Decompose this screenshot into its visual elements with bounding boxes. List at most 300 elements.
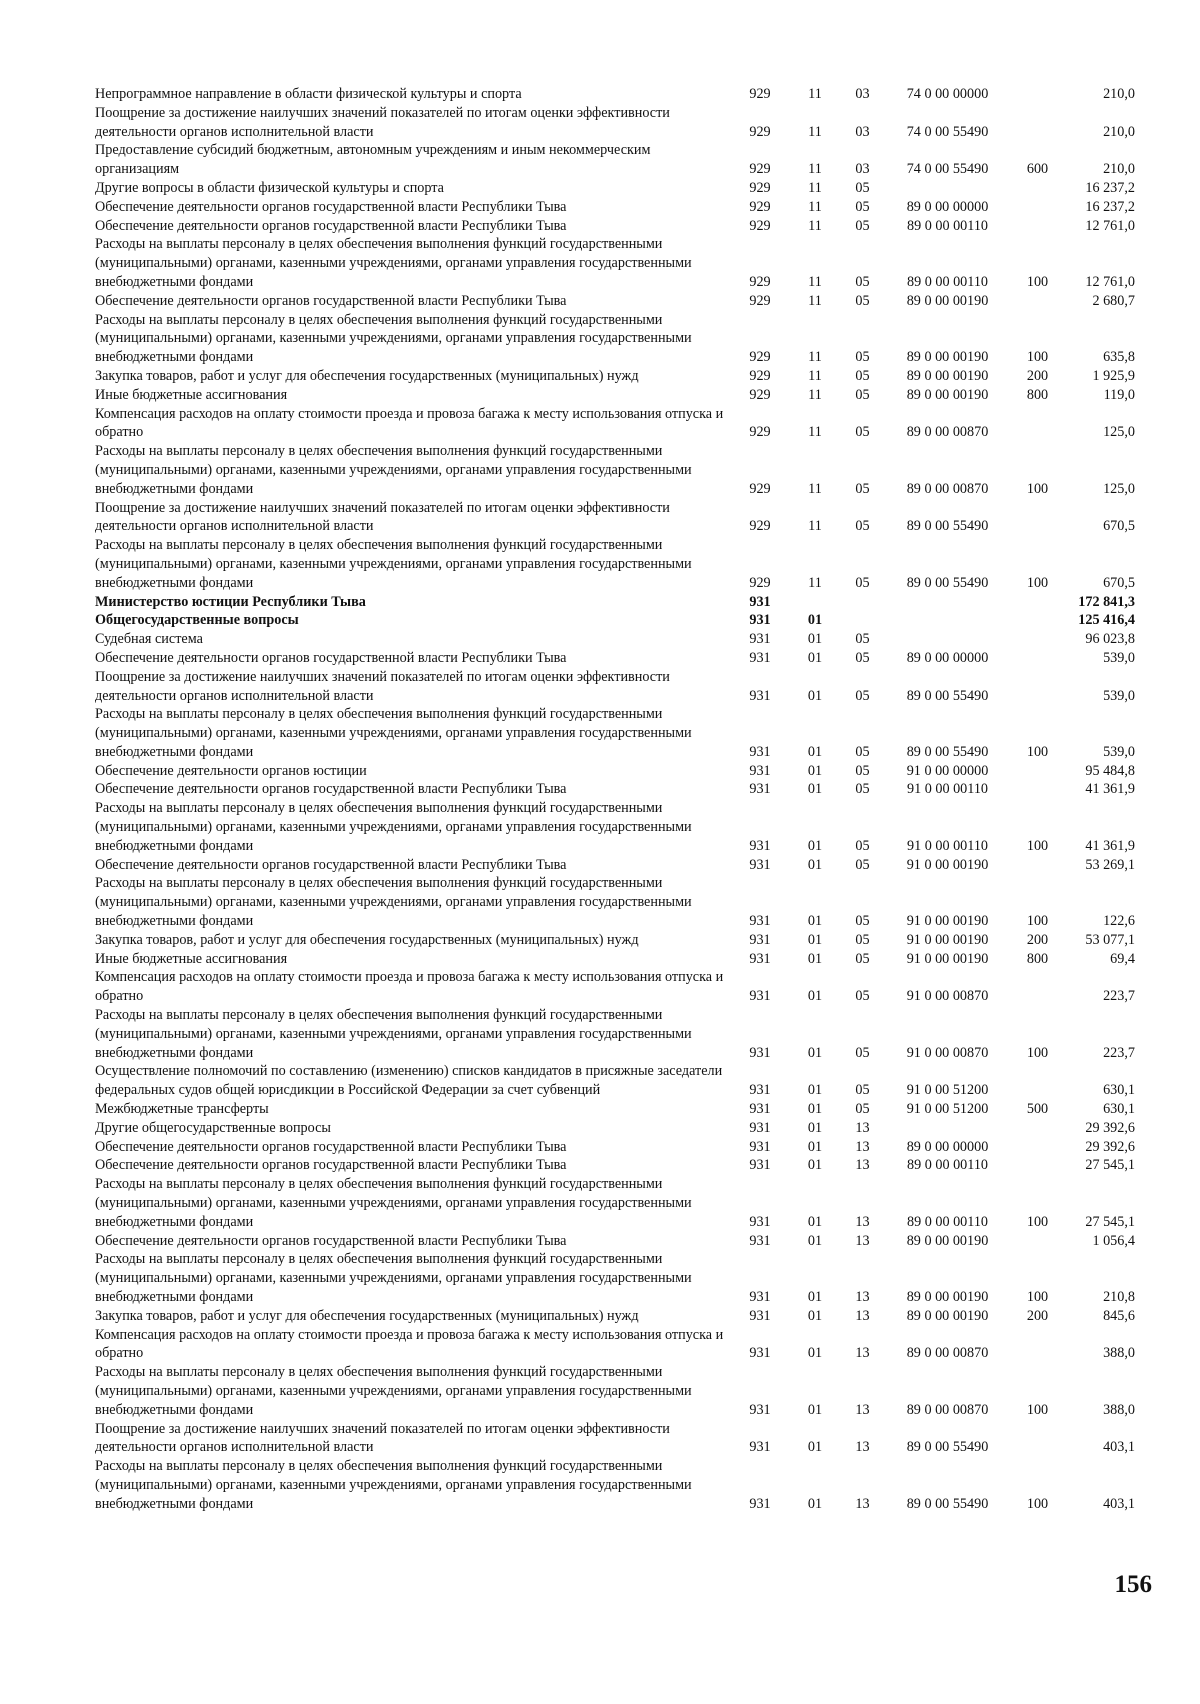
table-row <box>95 668 1135 706</box>
ministry-code-cell: 931 <box>749 1138 771 1155</box>
target-article-cell: 89 0 00 00870 <box>906 1345 989 1362</box>
expense-type-cell: 800 <box>1026 950 1049 967</box>
section-code-cell: 01 <box>807 988 823 1005</box>
ministry-code-cell: 929 <box>749 123 771 140</box>
amount-cell: 27 545,1 <box>1085 1157 1135 1174</box>
name-cell: Расходы на выплаты персоналу в целях обеспечения выполнения функций государственными (муниципальными) органами, казенными учреждениями, органами управления государственными внебюджетными фондами <box>95 1176 692 1230</box>
amount-cell: 16 237,2 <box>1085 198 1135 215</box>
name-cell: Обеспечение деятельности органов государственной власти Республики Тыва <box>95 781 567 798</box>
expense-type-cell: 500 <box>1026 1101 1049 1118</box>
table-row <box>95 1250 1135 1306</box>
amount-cell: 29 392,6 <box>1085 1138 1135 1155</box>
ministry-code-cell: 929 <box>749 518 771 535</box>
ministry-code-cell: 929 <box>749 198 771 215</box>
name-cell: Обеспечение деятельности органов юстиции <box>95 762 367 779</box>
ministry-code-cell: 929 <box>749 273 771 290</box>
expense-type-cell: 100 <box>1026 1213 1049 1230</box>
amount-cell: 125,0 <box>1103 424 1135 441</box>
amount-cell: 403,1 <box>1103 1439 1135 1456</box>
ministry-code-cell: 929 <box>749 386 771 403</box>
budget-table-body <box>95 85 1135 1514</box>
target-article-cell <box>885 611 1010 630</box>
subsection-code-cell: 13 <box>855 1232 870 1249</box>
table-row <box>95 762 1135 781</box>
section-code-cell: 01 <box>807 1044 823 1061</box>
ministry-code-cell: 931 <box>749 781 771 798</box>
section-code-cell: 11 <box>808 292 822 309</box>
table-row <box>95 367 1135 386</box>
expense-type-cell <box>1010 405 1065 443</box>
table-row <box>95 649 1135 668</box>
name-cell: Поощрение за достижение наилучших значений показателей по итогам оценки эффективности деятельности органов исполнительной власти <box>95 104 670 140</box>
subsection-code-cell: 05 <box>855 687 870 704</box>
section-code-cell: 01 <box>807 1138 823 1155</box>
expense-type-cell <box>1010 1119 1065 1138</box>
subsection-code-cell <box>840 593 885 612</box>
subsection-code-cell: 05 <box>855 292 870 309</box>
ministry-code-cell: 929 <box>749 179 771 196</box>
name-cell: Обеспечение деятельности органов государственной власти Республики Тыва <box>95 198 567 215</box>
ministry-code-cell: 929 <box>749 480 771 497</box>
ministry-code-cell: 931 <box>749 931 771 948</box>
subsection-code-cell: 05 <box>855 179 870 196</box>
ministry-code-cell: 931 <box>749 1289 771 1305</box>
expense-type-cell: 100 <box>1026 574 1049 591</box>
table-row <box>95 1062 1135 1100</box>
ministry-code-cell: 931 <box>749 988 771 1005</box>
ministry-code-cell: 931 <box>749 762 771 779</box>
amount-cell: 539,0 <box>1103 687 1135 704</box>
name-cell: Судебная система <box>95 631 203 648</box>
expense-type-cell: 100 <box>1026 743 1049 760</box>
ministry-code-cell: 929 <box>749 349 771 366</box>
table-row <box>95 856 1135 875</box>
expense-type-cell <box>1010 1232 1065 1251</box>
expense-type-cell: 600 <box>1026 161 1049 178</box>
table-row <box>95 611 1135 630</box>
name-cell: Общегосударственные вопросы <box>95 612 299 629</box>
section-code-cell: 01 <box>807 1119 823 1136</box>
amount-cell: 539,0 <box>1103 649 1135 666</box>
table-row <box>95 536 1135 592</box>
table-row <box>95 141 1135 179</box>
subsection-code-cell: 05 <box>855 950 870 967</box>
subsection-code-cell: 05 <box>855 574 870 591</box>
table-row <box>95 931 1135 950</box>
name-cell: Обеспечение деятельности органов государственной власти Республики Тыва <box>95 649 567 666</box>
target-article-cell: 89 0 00 00190 <box>906 1307 989 1324</box>
section-code-cell: 01 <box>807 743 823 760</box>
page-number: 156 <box>1114 1571 1152 1598</box>
name-cell: Расходы на выплаты персоналу в целях обеспечения выполнения функций государственными (муниципальными) органами, казенными учреждениями, органами управления государственными внебюджетными фондами <box>95 1007 692 1061</box>
expense-type-cell <box>1010 217 1065 236</box>
amount-cell: 670,5 <box>1103 518 1135 535</box>
subsection-code-cell: 05 <box>855 424 870 441</box>
subsection-code-cell: 05 <box>855 386 870 403</box>
target-article-cell: 91 0 00 00870 <box>906 988 989 1005</box>
ministry-code-cell: 931 <box>749 593 771 610</box>
amount-cell: 53 077,1 <box>1085 931 1135 948</box>
target-article-cell: 74 0 00 55490 <box>906 161 989 178</box>
table-row <box>95 85 1135 104</box>
table-row <box>95 1326 1135 1364</box>
expense-type-cell: 100 <box>1026 1044 1049 1061</box>
ministry-code-cell: 931 <box>749 631 771 648</box>
subsection-code-cell: 05 <box>855 931 870 948</box>
ministry-code-cell: 931 <box>749 837 771 854</box>
amount-cell: 1 925,9 <box>1092 367 1135 384</box>
amount-cell: 69,4 <box>1110 950 1135 967</box>
amount-cell: 539,0 <box>1103 743 1135 760</box>
table-row <box>95 630 1135 649</box>
subsection-code-cell: 05 <box>855 198 870 215</box>
amount-cell: 12 761,0 <box>1085 273 1135 290</box>
target-article-cell: 89 0 00 00190 <box>906 349 989 366</box>
target-article-cell: 91 0 00 00110 <box>906 781 989 798</box>
name-cell: Предоставление субсидий бюджетным, автономным учреждениям и иным некоммерческим организациям <box>95 142 651 178</box>
table-row <box>95 311 1135 367</box>
section-code-cell: 01 <box>807 950 823 967</box>
section-code-cell: 01 <box>807 762 823 779</box>
ministry-code-cell: 931 <box>749 1119 771 1136</box>
target-article-cell: 91 0 00 51200 <box>906 1082 989 1099</box>
expense-type-cell <box>1010 611 1065 630</box>
target-article-cell: 91 0 00 00190 <box>906 913 989 930</box>
name-cell: Закупка товаров, работ и услуг для обеспечения государственных (муниципальных) нужд <box>95 931 639 948</box>
table-row <box>95 1119 1135 1138</box>
table-row <box>95 499 1135 537</box>
ministry-code-cell: 929 <box>749 574 771 591</box>
section-code-cell: 01 <box>807 1232 823 1249</box>
expense-type-cell: 100 <box>1026 837 1049 854</box>
table-row <box>95 705 1135 761</box>
table-row <box>95 217 1135 236</box>
name-cell: Обеспечение деятельности органов государственной власти Республики Тыва <box>95 292 567 309</box>
ministry-code-cell: 931 <box>749 1401 771 1418</box>
section-code-cell: 11 <box>808 217 822 234</box>
target-article-cell: 89 0 00 00870 <box>906 480 989 497</box>
amount-cell: 388,0 <box>1103 1401 1135 1418</box>
ministry-code-cell: 931 <box>749 1213 771 1230</box>
table-row <box>95 1307 1135 1326</box>
subsection-code-cell: 05 <box>855 631 870 648</box>
ministry-code-cell: 931 <box>749 1157 771 1174</box>
expense-type-cell <box>1010 1326 1065 1364</box>
subsection-code-cell: 05 <box>855 1044 870 1061</box>
expense-type-cell <box>1010 179 1065 198</box>
target-article-cell: 91 0 00 00870 <box>906 1044 989 1061</box>
section-code-cell: 11 <box>808 273 822 290</box>
name-cell: Обеспечение деятельности органов государственной власти Республики Тыва <box>95 1232 567 1249</box>
target-article-cell: 89 0 00 55490 <box>906 687 989 704</box>
table-row <box>95 1100 1135 1119</box>
table-row <box>95 780 1135 799</box>
ministry-code-cell: 931 <box>749 1307 771 1324</box>
table-row <box>95 235 1135 291</box>
table-row <box>95 386 1135 405</box>
target-article-cell: 89 0 00 00190 <box>906 386 989 403</box>
section-code-cell: 11 <box>808 86 822 102</box>
target-article-cell: 89 0 00 00110 <box>906 1157 989 1174</box>
subsection-code-cell: 05 <box>855 367 870 384</box>
section-code-cell: 01 <box>807 1082 823 1099</box>
target-article-cell: 89 0 00 00110 <box>906 217 989 234</box>
name-cell: Расходы на выплаты персоналу в целях обеспечения выполнения функций государственными (муниципальными) органами, казенными учреждениями, органами управления государственными внебюджетными фондами <box>95 1251 692 1305</box>
ministry-code-cell: 931 <box>749 743 771 760</box>
name-cell: Компенсация расходов на оплату стоимости проезда и провоза багажа к месту использования отпуска и обратно <box>95 969 724 1005</box>
amount-cell: 125,0 <box>1103 480 1135 497</box>
subsection-code-cell: 05 <box>855 837 870 854</box>
name-cell: Расходы на выплаты персоналу в целях обеспечения выполнения функций государственными (муниципальными) органами, казенными учреждениями, органами управления государственными внебюджетными фондами <box>95 537 692 591</box>
expense-type-cell: 200 <box>1026 367 1049 384</box>
name-cell: Непрограммное направление в области физической культуры и спорта <box>95 86 522 102</box>
amount-cell: 635,8 <box>1103 349 1135 366</box>
subsection-code-cell: 03 <box>855 123 870 140</box>
section-code-cell: 01 <box>807 1401 823 1418</box>
expense-type-cell <box>1010 85 1065 104</box>
subsection-code-cell: 13 <box>855 1345 870 1362</box>
expense-type-cell <box>1010 630 1065 649</box>
table-row <box>95 950 1135 969</box>
name-cell: Поощрение за достижение наилучших значений показателей по итогам оценки эффективности деятельности органов исполнительной власти <box>95 1420 670 1456</box>
ministry-code-cell: 931 <box>749 950 771 967</box>
name-cell: Закупка товаров, работ и услуг для обеспечения государственных (муниципальных) нужд <box>95 1307 639 1324</box>
name-cell: Закупка товаров, работ и услуг для обеспечения государственных (муниципальных) нужд <box>95 367 639 384</box>
name-cell: Расходы на выплаты персоналу в целях обеспечения выполнения функций государственными (муниципальными) органами, казенными учреждениями, органами управления государственными внебюджетными фондами <box>95 311 692 366</box>
expense-type-cell <box>1010 1138 1065 1157</box>
name-cell: Расходы на выплаты персоналу в целях обеспечения выполнения функций государственными (муниципальными) органами, казенными учреждениями, органами управления государственными внебюджетными фондами <box>95 875 692 930</box>
subsection-code-cell: 13 <box>855 1439 870 1456</box>
ministry-code-cell: 929 <box>749 424 771 441</box>
name-cell: Обеспечение деятельности органов государственной власти Республики Тыва <box>95 1157 567 1174</box>
target-article-cell: 89 0 00 55490 <box>906 518 989 535</box>
section-code-cell: 01 <box>807 612 823 629</box>
target-article-cell: 74 0 00 55490 <box>906 123 989 140</box>
section-code-cell: 01 <box>807 649 823 666</box>
subsection-code-cell: 05 <box>855 273 870 290</box>
ministry-code-cell: 931 <box>749 856 771 873</box>
amount-cell: 27 545,1 <box>1085 1213 1135 1230</box>
subsection-code-cell: 05 <box>855 217 870 234</box>
subsection-code-cell: 03 <box>855 161 870 178</box>
target-article-cell: 89 0 00 00190 <box>906 292 989 309</box>
subsection-code-cell: 13 <box>855 1119 870 1136</box>
target-article-cell: 89 0 00 00110 <box>906 1213 989 1230</box>
amount-cell: 388,0 <box>1103 1345 1135 1362</box>
expense-type-cell <box>1010 1062 1065 1100</box>
section-code-cell: 01 <box>807 1213 823 1230</box>
amount-cell: 2 680,7 <box>1092 292 1135 309</box>
subsection-code-cell: 13 <box>855 1213 870 1230</box>
target-article-cell <box>885 593 1010 612</box>
section-code-cell: 01 <box>807 837 823 854</box>
section-code-cell: 11 <box>808 367 822 384</box>
subsection-code-cell <box>840 611 885 630</box>
ministry-code-cell: 931 <box>749 1439 771 1456</box>
name-cell: Обеспечение деятельности органов государственной власти Республики Тыва <box>95 856 567 873</box>
budget-table-sheet <box>95 85 1135 1514</box>
target-article-cell: 74 0 00 00000 <box>906 86 989 102</box>
subsection-code-cell: 05 <box>855 913 870 930</box>
target-article-cell: 91 0 00 00000 <box>906 762 989 779</box>
subsection-code-cell: 13 <box>855 1157 870 1174</box>
name-cell: Обеспечение деятельности органов государственной власти Республики Тыва <box>95 217 567 234</box>
amount-cell: 210,0 <box>1103 161 1135 178</box>
section-code-cell: 01 <box>807 1345 823 1362</box>
subsection-code-cell: 05 <box>855 988 870 1005</box>
amount-cell: 122,6 <box>1103 913 1135 930</box>
name-cell: Другие общегосударственные вопросы <box>95 1119 331 1136</box>
ministry-code-cell: 931 <box>749 1082 771 1099</box>
target-article-cell: 89 0 00 00000 <box>906 1138 989 1155</box>
name-cell: Компенсация расходов на оплату стоимости проезда и провоза багажа к месту использования отпуска и обратно <box>95 405 724 441</box>
table-row <box>95 1420 1135 1458</box>
target-article-cell <box>885 1119 1010 1138</box>
target-article-cell: 89 0 00 00870 <box>906 1401 989 1418</box>
ministry-code-cell: 931 <box>749 612 771 629</box>
subsection-code-cell: 05 <box>855 1101 870 1118</box>
target-article-cell: 91 0 00 00190 <box>906 931 989 948</box>
table-row <box>95 1457 1135 1513</box>
subsection-code-cell: 05 <box>855 649 870 666</box>
expense-type-cell <box>1010 1156 1065 1175</box>
name-cell: Поощрение за достижение наилучших значений показателей по итогам оценки эффективности деятельности органов исполнительной власти <box>95 499 670 535</box>
expense-type-cell: 100 <box>1026 913 1049 930</box>
table-row <box>95 1232 1135 1251</box>
amount-cell: 172 841,3 <box>1078 593 1135 610</box>
ministry-code-cell: 931 <box>749 1345 771 1362</box>
expense-type-cell: 100 <box>1026 480 1049 497</box>
section-code-cell: 11 <box>808 424 822 441</box>
expense-type-cell <box>1010 593 1065 612</box>
section-code-cell: 11 <box>808 386 822 403</box>
target-article-cell: 91 0 00 51200 <box>906 1101 989 1118</box>
section-code-cell: 11 <box>808 123 822 140</box>
subsection-code-cell: 05 <box>855 743 870 760</box>
target-article-cell: 91 0 00 00110 <box>906 837 989 854</box>
target-article-cell: 89 0 00 00190 <box>906 1289 989 1305</box>
section-code-cell: 01 <box>807 1157 823 1174</box>
subsection-code-cell: 05 <box>855 349 870 366</box>
ministry-code-cell: 931 <box>749 1044 771 1061</box>
expense-type-cell: 100 <box>1026 273 1049 290</box>
section-code-cell: 11 <box>808 574 822 591</box>
section-code-cell: 01 <box>807 913 823 930</box>
ministry-code-cell: 929 <box>749 161 771 178</box>
table-row <box>95 1138 1135 1157</box>
ministry-code-cell: 931 <box>749 1495 771 1512</box>
target-article-cell: 89 0 00 00000 <box>906 649 989 666</box>
name-cell: Расходы на выплаты персоналу в целях обеспечения выполнения функций государственными (муниципальными) органами, казенными учреждениями, органами управления государственными внебюджетными фондами <box>95 1458 692 1512</box>
table-row <box>95 104 1135 142</box>
amount-cell: 223,7 <box>1103 1044 1135 1061</box>
name-cell: Расходы на выплаты персоналу в целях обеспечения выполнения функций государственными (муниципальными) органами, казенными учреждениями, органами управления государственными внебюджетными фондами <box>95 800 692 854</box>
amount-cell: 125 416,4 <box>1078 612 1135 629</box>
subsection-code-cell: 13 <box>855 1401 870 1418</box>
expense-type-cell: 800 <box>1026 386 1049 403</box>
ministry-code-cell: 929 <box>749 86 771 102</box>
table-row <box>95 1006 1135 1062</box>
table-row <box>95 405 1135 443</box>
table-row <box>95 593 1135 612</box>
target-article-cell: 89 0 00 55490 <box>906 1439 989 1456</box>
budget-table <box>95 85 1135 1514</box>
amount-cell: 41 361,9 <box>1085 781 1135 798</box>
section-code-cell: 11 <box>808 480 822 497</box>
amount-cell: 95 484,8 <box>1085 762 1135 779</box>
ministry-code-cell: 929 <box>749 292 771 309</box>
section-code-cell: 01 <box>807 1439 823 1456</box>
expense-type-cell: 100 <box>1026 1401 1049 1418</box>
table-row <box>95 442 1135 498</box>
expense-type-cell <box>1010 499 1065 537</box>
expense-type-cell: 200 <box>1026 1307 1049 1324</box>
name-cell: Поощрение за достижение наилучших значений показателей по итогам оценки эффективности деятельности органов исполнительной власти <box>95 668 670 704</box>
section-code-cell: 01 <box>807 856 823 873</box>
expense-type-cell: 100 <box>1026 1495 1049 1512</box>
amount-cell: 29 392,6 <box>1085 1119 1135 1136</box>
table-row <box>95 1175 1135 1231</box>
ministry-code-cell: 931 <box>749 1232 771 1249</box>
expense-type-cell <box>1010 1420 1065 1458</box>
amount-cell: 210,0 <box>1103 86 1135 102</box>
table-row <box>95 968 1135 1006</box>
subsection-code-cell: 13 <box>855 1307 870 1324</box>
amount-cell: 41 361,9 <box>1085 837 1135 854</box>
name-cell: Расходы на выплаты персоналу в целях обеспечения выполнения функций государственными (муниципальными) органами, казенными учреждениями, органами управления государственными внебюджетными фондами <box>95 706 692 760</box>
name-cell: Иные бюджетные ассигнования <box>95 950 288 967</box>
section-code-cell: 11 <box>808 518 822 535</box>
target-article-cell <box>885 179 1010 198</box>
amount-cell: 845,6 <box>1103 1307 1135 1324</box>
expense-type-cell <box>1010 292 1065 311</box>
section-code-cell: 01 <box>807 631 823 648</box>
table-row <box>95 292 1135 311</box>
target-article-cell: 91 0 00 00190 <box>906 856 989 873</box>
amount-cell: 53 269,1 <box>1085 856 1135 873</box>
name-cell: Компенсация расходов на оплату стоимости проезда и провоза багажа к месту использования отпуска и обратно <box>95 1326 724 1362</box>
subsection-code-cell: 05 <box>855 518 870 535</box>
amount-cell: 670,5 <box>1103 574 1135 591</box>
section-code-cell: 11 <box>808 198 822 215</box>
name-cell: Другие вопросы в области физической культуры и спорта <box>95 179 444 196</box>
ministry-code-cell: 931 <box>749 687 771 704</box>
name-cell: Иные бюджетные ассигнования <box>95 386 288 403</box>
table-row <box>95 1363 1135 1419</box>
table-row <box>95 179 1135 198</box>
expense-type-cell <box>1010 198 1065 217</box>
section-code-cell: 01 <box>807 931 823 948</box>
section-code-cell: 11 <box>808 179 822 196</box>
expense-type-cell <box>1010 856 1065 875</box>
ministry-code-cell: 931 <box>749 1101 771 1118</box>
name-cell: Расходы на выплаты персоналу в целях обеспечения выполнения функций государственными (муниципальными) органами, казенными учреждениями, органами управления государственными внебюджетными фондами <box>95 236 692 290</box>
subsection-code-cell: 05 <box>855 781 870 798</box>
name-cell: Межбюджетные трансферты <box>95 1101 269 1118</box>
expense-type-cell <box>1010 968 1065 1006</box>
ministry-code-cell: 929 <box>749 367 771 384</box>
section-code-cell: 11 <box>808 349 822 366</box>
table-row <box>95 874 1135 930</box>
target-article-cell: 89 0 00 00190 <box>906 1232 989 1249</box>
subsection-code-cell: 05 <box>855 480 870 497</box>
target-article-cell: 89 0 00 00190 <box>906 367 989 384</box>
amount-cell: 210,0 <box>1103 123 1135 140</box>
amount-cell: 12 761,0 <box>1085 217 1135 234</box>
subsection-code-cell: 05 <box>855 856 870 873</box>
amount-cell: 630,1 <box>1103 1082 1135 1099</box>
section-code-cell <box>790 593 840 612</box>
